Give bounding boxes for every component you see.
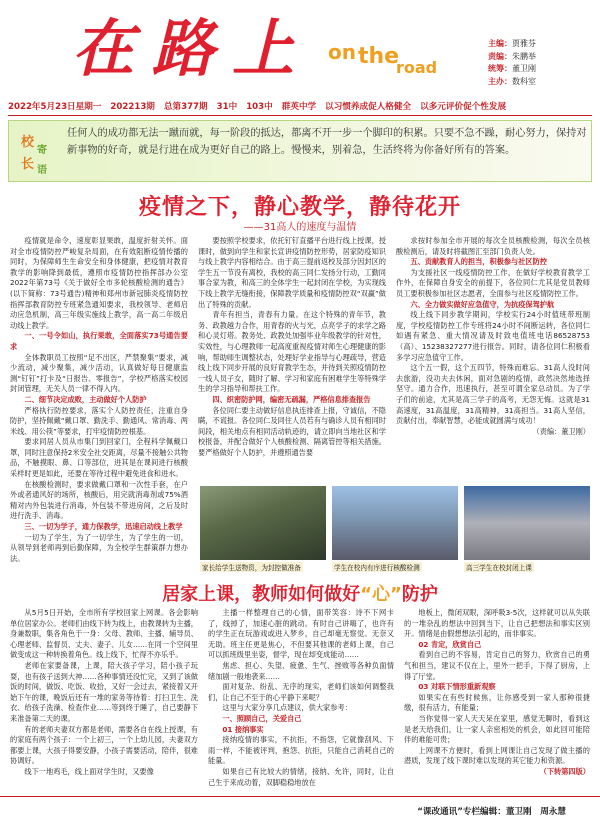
paragraph: 一切为了学生，为了一切学生，为了学生的一切，从领导到老师再到后勤保障，为全校学生群策群力想办法。 (10, 532, 188, 563)
paragraph: 这个五一假，这个五四节，特殊而难忘。31高人没时间去旅游，没功夫去休闲，面对急剧的疫情，政然决然地选择坚守。通力合作，迅速执行，甚至可谓全家总动员。为了学子们的前途，尤其是高三学子的高考，无怨无悔。这就是31高速度，31高温度，31高精神，31高担当。31高人坚信，贡献付出，奉献智慧，必能成就圆满与成功！ (396, 363, 590, 426)
newspaper-title: 在路上 (72, 12, 313, 85)
article1-column-1 (10, 236, 188, 574)
paragraph: 上网课不方便时，看到上网课让自己发现了做主播的潜质，发现了线下课时难以发现的其它能力和资源。 (404, 745, 590, 766)
photo-senior-class (464, 486, 590, 560)
photo-caption: 家长给学生送物资，为封控做准备 (202, 564, 301, 572)
section-heading: 一、照顾自己，关爱自己 (222, 713, 302, 723)
sub-heading: 03 对联下情形重新观察 (418, 682, 496, 692)
article2-title: 居家上课，教师如何做好“心”防护 (162, 584, 438, 605)
paragraph: 青年有担当，青春有力量。在这个特殊的青年节，教务、政教越力合作，用青春的火与光，点亮学子的求学之路和心灵灯塔。教务处、政教处加强毕业年级教学的针对性，实效性，与心理教师一起高度重视疫情对师生心理健康的影响，帮助师生调整状态，处理好学业指导与心理疏导，营造线上线下同步开展的良好育教学生态，并待到关照疫情防控一线人员子女，随时了解、学习和家庭有困难学生等特殊学生的学习指导和帮扶工作。 (198, 310, 386, 394)
article2-column-3 (404, 608, 590, 788)
paragraph: 面对复杂、纷乱、无序的现实，老师们该如何调整我们，让自己不至于的心平静下来呢？ (208, 682, 394, 702)
section-heading: 一、一号令如山，执行果敢，全面落实73号通告要求 (10, 331, 188, 351)
staff-line-coordinator: 统筹：董卫刚 (488, 64, 536, 73)
paragraph: 接纳疫情的事实，不抗拒，不指怨，它就像刮风、下雨一样，不能被评判，抱怨、抗拒，只能自己消耗自己的能量。 (208, 735, 394, 766)
staff-credits (488, 38, 536, 88)
article2-column-2 (208, 608, 394, 788)
title-english-road: road (396, 58, 438, 77)
section-heading: 四、织密防护网，编密无疏漏，严格信息排查报告 (212, 394, 371, 404)
paragraph: 主播一样整理自己的心情，面带笑容：诗不下网卡了，线掉了，加速心脏的跳动。有时自己讲嗨了，也许有的学生正在玩游戏或进入梦乡，自己却毫无察觉。无奈又无助。班主任更是焦心，不但要其他课的老师上课，自己可以抓班级里坐姿，督学，现在却变成能动…… (208, 608, 394, 660)
staff-line-editor-in-chief: 主编：贾雅芬 (488, 39, 536, 48)
issue-date: 2022年5月23日星期一 (8, 102, 102, 112)
article1-column-2 (198, 236, 386, 484)
masthead (0, 0, 600, 92)
paragraph: 疫情就是命令，速度彰显果敢，温度折射关怀。面对全市疫情防控严峻复杂局面，在有效阻断疫情传播的同时，为保障师生生命安全和身体健康，把疫情对教育教学的影响降到最低，遵照市疫情防控指挥部办公室2022年第73号《关于做好全市多轮核酸检测的通告》(以下简称：73号通告)精神和郑州市新冠肺炎疫情防控指挥部教育防控专班紧急通知要求，我校领导、老师启动应急机制，高三年级实施线上教学，高一高二年级启动线上教学。 (10, 236, 188, 330)
editor-signature: （责编：董卫刚） (532, 426, 590, 436)
continued-note: （下转第四版） (539, 766, 590, 776)
paragraph: 老师在家要备课，上课，陪大孩子学习，陪小孩子玩耍，也有孩子送到大神……各种事情还没忙完，又到了该做饭的时间，做饭、吃饭、收拾，又好一会过去，紧接着又开始下午的课，晚饭后还有一堆的家务等待着：打扫卫生、洗衣、给孩子洗澡、检查作业……等到终于睡了，自己要静下来准备第二天的课。 (10, 660, 198, 723)
paragraph: 如果自己有比较大的情绪，接纳、允许，同时，让自己生于来成动着，双脚稳稳地放在 (208, 766, 394, 787)
paragraph: 看到自己的不容易，肯定自己的努力，欣赏自己的勇气和担当，建议不仅在上，里外一把手，下得了厨房，上得了厅堂。 (404, 650, 590, 681)
page-footer (0, 796, 600, 828)
paragraph: 线下一地鸡毛，线上面对学生时，又要像 (24, 766, 154, 776)
principal-message-box (8, 120, 592, 182)
school-qunying: 群英中学 (281, 102, 317, 112)
issue-info-bar (8, 100, 592, 116)
paragraph: 求按时参加全市开展的每次全员核酸检测，每次全员核酸检测后，请及时将截图汇至部门负责人处。 (396, 236, 590, 256)
paragraph: 焦虑、担心、失望、疲惫、生气、挫败等各种负面情绪加剧一般地袭来…… (208, 660, 394, 681)
school-31: 31中 (216, 102, 238, 112)
paragraph: 要求同居人员从市集门到回家门，全程科学佩戴口罩，同时注意保持2米安全社交距离，尽量不接触公共物品，不触摸眼、鼻、口等部位，进其是在课间进行核酸采样时更是如此，还要在等待过程中避免进食和进水。 (10, 437, 188, 479)
article1-title: 疫情之下，静心教学，静待花开 (138, 195, 461, 220)
section-heading: 二、细节决定成败，主动做好个人防护 (24, 394, 147, 404)
section-heading: 六、全力做实做好应急值守，为抗疫保驾护航 (410, 299, 555, 309)
article2-column-1 (10, 608, 198, 788)
photo-campus-nucleic-test (332, 486, 458, 560)
paragraph: 在核酸检测时，要求做戴口罩和一次性手套，在户外或者通风好的场所，核酸后，用完就消毒剂或75%酒精对内外包装进行消毒，外包装不带进房间，之后及时进行洗手、消毒。 (10, 479, 188, 521)
paragraph: 当你觉得一家人天天呆在家里，感觉无聊时，看到这是老天给我们，让一家人亲密相处的机会，如此回可能陪伴的难能可贵； (404, 713, 590, 745)
paragraph: 线上线下同步教学期间，学校实行24小时值班带班制度，学校疫情防控工作专班将24小时不间断运转，各位同仁如遇有紧急、重大情况请及时致电值班电话86528753（高）、15238327277进行报告。同时，请各位同仁积极看多学习应急值守工作。 (396, 310, 590, 362)
slogan-1: 以习惯养成促人格健全 (325, 102, 412, 112)
paragraph: 如果实在有些时候焦，让你感受到一家人那种很捷缴，很有活力，有能量； (404, 692, 590, 713)
article1-column-3 (396, 236, 590, 502)
issue-total: 总第377期 (163, 102, 208, 112)
sub-heading: 01 接纳事实 (222, 724, 264, 734)
issue-number: 202213期 (110, 102, 155, 112)
title-english-the: the (358, 44, 400, 69)
paragraph: 有的老师夫妻双方都是老师，需要各自在线上授课，有的家庭有两个孩子：一个上初三，一个上幼儿园，夫妻双方都要上课，大孩子得要安静，小孩子需要活动，陪伴，很难协调好。 (10, 724, 198, 766)
section-heading: 五、贡献教育人的担当，积极参与社区防控 (410, 257, 547, 267)
staff-line-organizer: 主办：数科室 (488, 76, 536, 86)
paragraph: 这里与大家分享几点建议，供大家参考： (222, 703, 352, 713)
school-103: 103中 (246, 102, 273, 112)
motto-text: 任何人的成功都无法一蹴而就，每一阶段的抵达，都离不开一步一个脚印的积累。只要不急不躁，耐心努力，保持对新事物的好奇，就是行进在成为更好自己的路上。慢慢来，别着急，生活终将为你备好所有的答案。 (67, 128, 587, 156)
article1-subtitle: ——31高人的速度与温情 (243, 222, 357, 233)
paragraph: 从5月5日开始，全市所有学校回家上网课。各会影响单位居家办公。老师们由线下转为线上，由教课转为主播，身兼数职，集各角色于一身：父母、教师、主播、辅导员、心理老师、监督员、丈夫、妻子、儿女……在同一个空间里做变成这一种转换着角色。线上线下，忙得不亦乐乎。 (10, 608, 198, 660)
motto-tag: 校 寄 长 语 (21, 135, 47, 176)
photo-caption: 高三学生在校封闭上课 (466, 564, 532, 572)
photo-parents-deliver-supplies (200, 486, 326, 560)
slogan-2: 以多元评价促个性发展 (420, 102, 507, 112)
sub-heading: 02 肯定，欣赏自己 (418, 639, 482, 649)
paragraph: 严格执行防控要求，落实个人防控责任，注重自身防护，坚持佩戴“戴口罩、勤洗手、勤通风、常消毒、两米线、用公筷”等要求，打牢疫情防控根基。 (10, 405, 188, 436)
title-english-on: on (328, 40, 356, 64)
paragraph: 地板上，微闭双眼，深呼吸3-5次，这样就可以从失联的一堆杂乱的想法中回到当下，让自己把想法和事实区别开。情绪是由假想想法引起的，而非事实。 (404, 608, 590, 639)
footer-editor-credit: “课改通讯”专栏编辑：董卫刚 周永慧 (417, 807, 566, 817)
paragraph: 各位同仁要主动做好信息执连排查上报，守诚信，不隐瞒，不谎报。各位同仁及同住人员若有与确诊人员有相同时间段，相关地点有相同活动轨迹的，请立即向当地社区和学校报备，并配合做好个人核酸检测、隔离管控等相关措施。要严格做好个人防护，并遵照通告要 (198, 405, 386, 457)
paragraph: 全体教职员工按照“足不出区，严禁聚集”要求，减少流动，减少聚集，减少活动，认真做好每日健康监测“钉钉”打卡及“日报告、零报告”，学校严格落实校园封闭管理，无关人员一律不得入内。 (10, 352, 188, 394)
photo-caption: 学生在校内有序进行核酸检测 (334, 564, 420, 572)
staff-line-editor: 责编：朱鹏举 (488, 51, 536, 61)
article1-photo-strip (200, 486, 590, 572)
paragraph: 要按照学校要求，依托钉钉直播平台进行线上授课，授课时，做到向学生和家长宣讲疫情防控形势，居家防疫知识与线上教学内容相结合。由于高三提前返校及部分因封区的学生五一节没有离校，我校的高三同仁发扬分行动，工勤同事合家为教，和高三的全体学生一起封闭在学校，为实现线下线上教学无缝衔接，保障教学质量和疫情防控双“双赢”做出了特殊的贡献。 (198, 236, 386, 309)
section-heading: 三、一切为学子，通力保教学，迅速启动线上教学 (24, 522, 183, 532)
paragraph: 为支援社区一线疫情防控工作，在做好学校教育教学工作外，在保障自身安全的前提下，各位同仁尤其是党员教师员工要积极参加社区志愿者，全面参与社区疫情防控工作。 (396, 267, 590, 298)
